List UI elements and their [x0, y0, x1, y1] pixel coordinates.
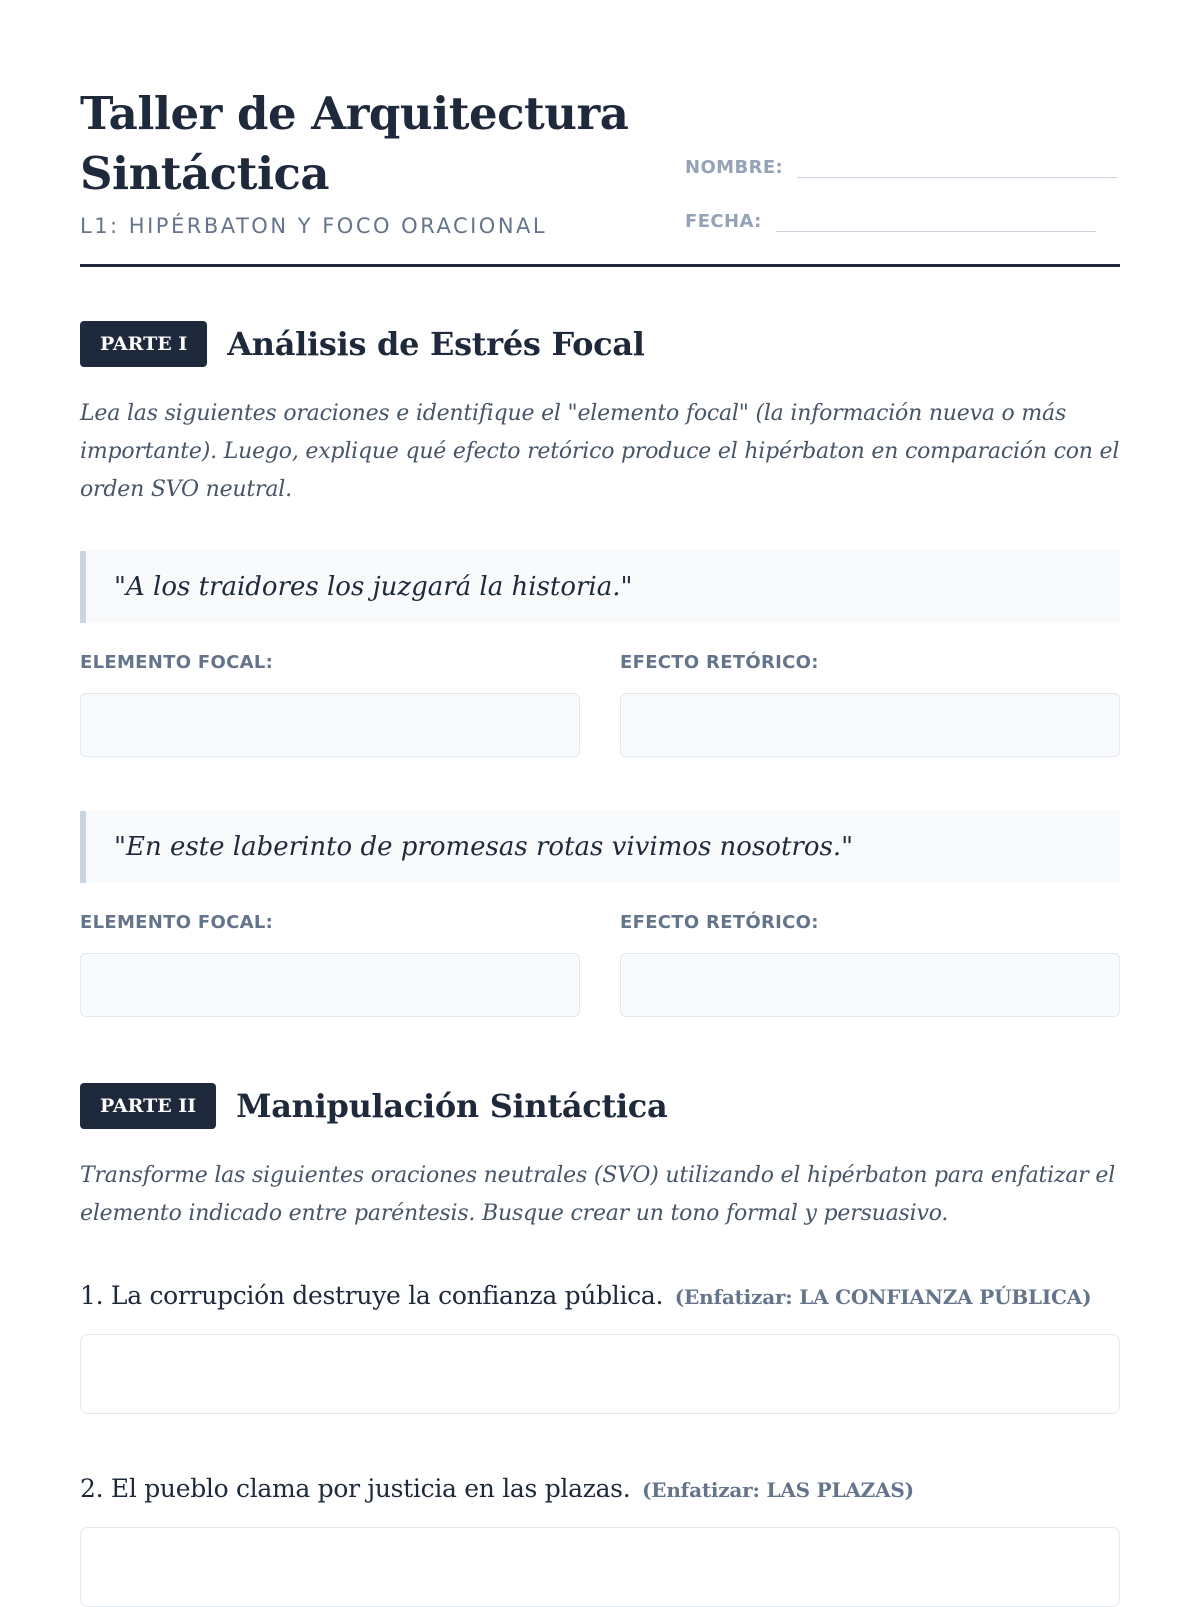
- focal-label-1: ELEMENTO FOCAL:: [80, 652, 274, 673]
- part-2-title: Manipulación Sintáctica: [236, 1087, 668, 1125]
- exercise-2-answer-box[interactable]: [80, 1527, 1120, 1607]
- exercise-1: [80, 1279, 1120, 1314]
- effect-label-2: EFECTO RETÓRICO:: [620, 912, 819, 933]
- part-2-heading: [80, 1083, 1120, 1129]
- part-2-instructions: Transforme las siguientes oraciones neutrales (SVO) utilizando el hipérbaton para enfatizar el elemento indicado entre paréntesis. Busque crear un tono formal y persuasivo.: [80, 1163, 1116, 1226]
- date-row: [685, 198, 1120, 234]
- focal-label-2: ELEMENTO FOCAL:: [80, 912, 274, 933]
- exercise-2: [80, 1472, 1120, 1507]
- part-1-heading: [80, 321, 1120, 367]
- title-line-2: Sintáctica: [80, 147, 330, 200]
- focal-column-2: [80, 911, 580, 1017]
- part-1-title: Análisis de Estrés Focal: [227, 325, 645, 363]
- answer-grid-1: [80, 651, 1120, 757]
- worksheet-page: [80, 0, 1120, 1607]
- exercise-2-text: 2. El pueblo clama por justicia en las plazas.: [80, 1474, 631, 1503]
- name-field[interactable]: [797, 177, 1117, 178]
- exercise-1-hint: (Enfatizar: LA CONFIANZA PÚBLICA): [674, 1285, 1092, 1309]
- part-1-instructions: Lea las siguientes oraciones e identifique el "elemento focal" (la información nueva o más importante). Luego, explique qué efecto retórico produce el hipérbaton en comparación con el orden SVO neutral.: [80, 401, 1120, 502]
- quote-block-2: "En este laberinto de promesas rotas vivimos nosotros.": [80, 811, 1120, 883]
- effect-column-1: [620, 651, 1120, 757]
- worksheet-header: [80, 84, 1120, 267]
- name-row: [685, 144, 1120, 180]
- effect-column-2: [620, 911, 1120, 1017]
- student-meta: [685, 144, 1120, 238]
- page-title: [80, 84, 628, 204]
- date-field[interactable]: [776, 231, 1096, 232]
- answer-grid-2: [80, 911, 1120, 1017]
- quote-block-1: "A los traidores los juzgará la historia.": [80, 551, 1120, 623]
- title-line-1: Taller de Arquitectura: [80, 87, 629, 140]
- focal-answer-box-2[interactable]: [80, 953, 580, 1017]
- lesson-subtitle: L1: HIPÉRBATON Y FOCO ORACIONAL: [80, 214, 548, 238]
- part-2-badge: PARTE II: [80, 1083, 216, 1129]
- date-label: FECHA:: [685, 211, 762, 232]
- effect-answer-box-1[interactable]: [620, 693, 1120, 757]
- effect-answer-box-2[interactable]: [620, 953, 1120, 1017]
- exercise-2-hint: (Enfatizar: LAS PLAZAS): [642, 1478, 914, 1502]
- focal-column-1: [80, 651, 580, 757]
- part-1-badge: PARTE I: [80, 321, 207, 367]
- exercise-1-answer-box[interactable]: [80, 1334, 1120, 1414]
- title-block: [80, 84, 628, 238]
- name-label: NOMBRE:: [685, 157, 784, 178]
- effect-label-1: EFECTO RETÓRICO:: [620, 652, 819, 673]
- part-2-section: [80, 1083, 1120, 1607]
- focal-answer-box-1[interactable]: [80, 693, 580, 757]
- exercise-1-text: 1. La corrupción destruye la confianza pública.: [80, 1281, 664, 1310]
- part-1-section: [80, 321, 1120, 1017]
